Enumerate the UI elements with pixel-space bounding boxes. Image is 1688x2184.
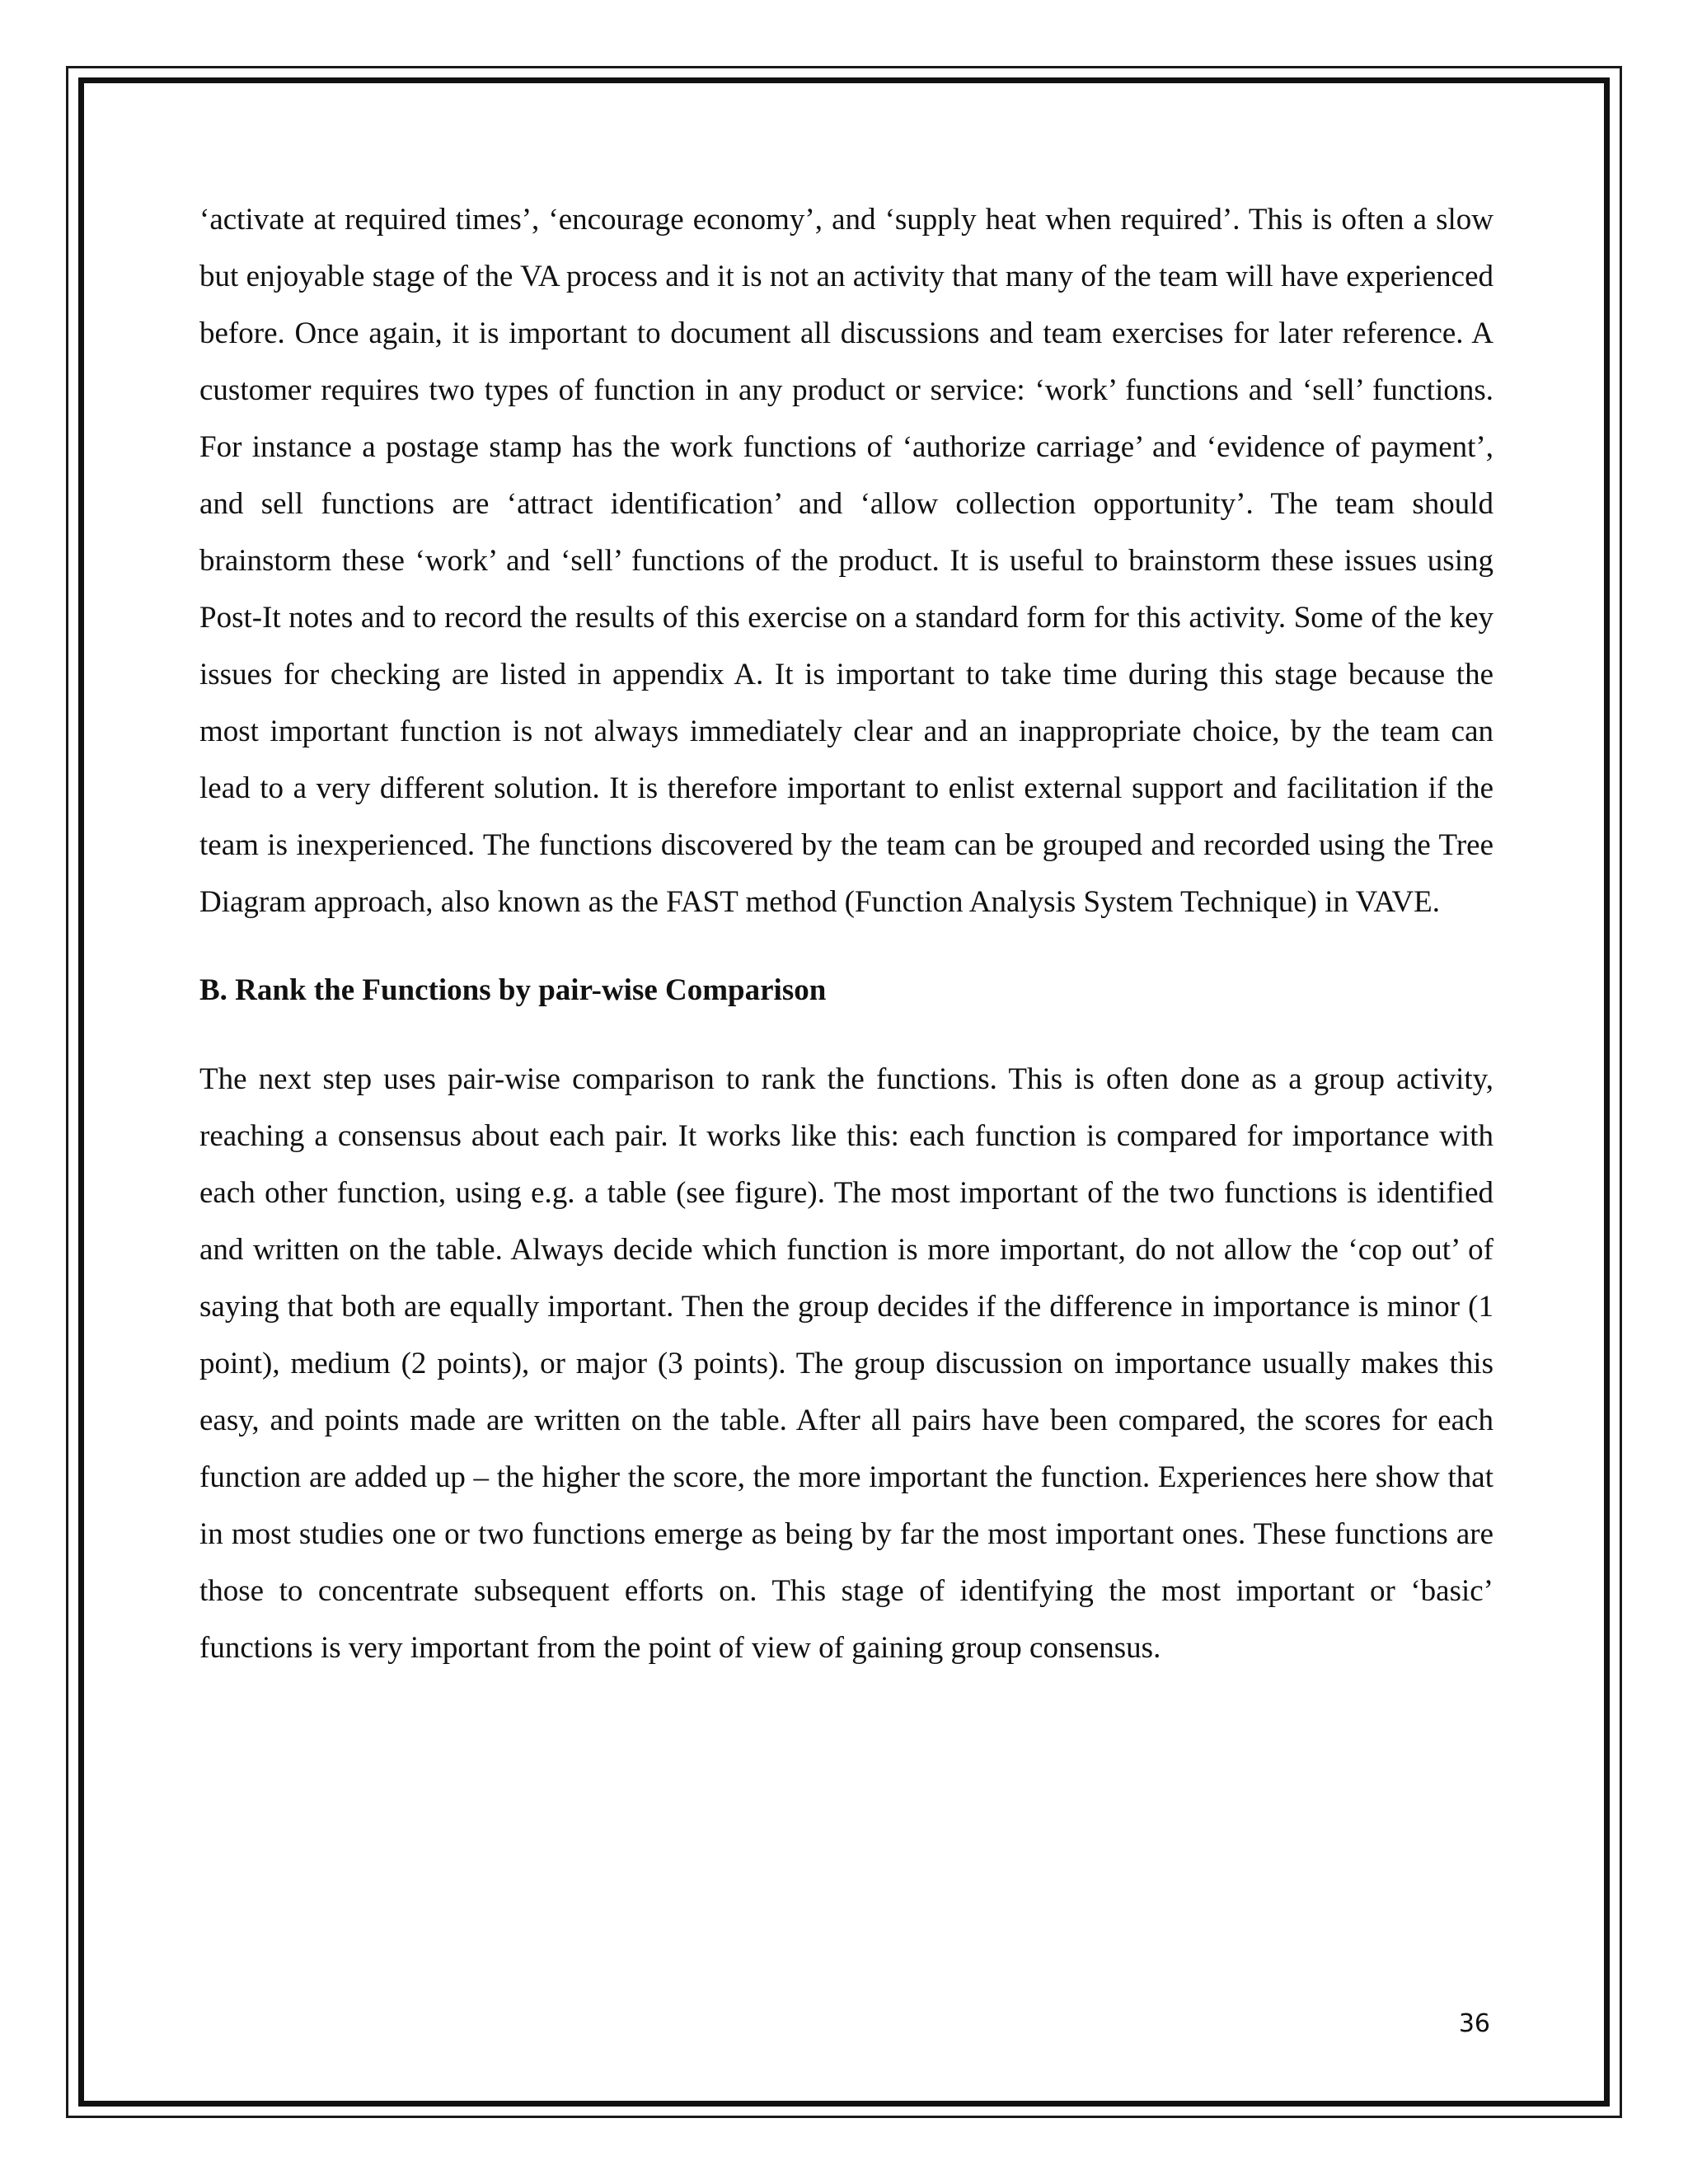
- body-paragraph-functions: ‘activate at required times’, ‘encourage economy’, and ‘supply heat when required’. This is often a slow but enjoyable stage of the VA process and it is not an activity that many of the team will have experienced before. Once again, it is important to document all discussions and team exercises for later reference. A customer requires two types of function in any product or service: ‘work’ functions and ‘sell’ functions. For instance a postage stamp has the work functions of ‘authorize carriage’ and ‘evidence of payment’, and sell functions are ‘attract identification’ and ‘allow collection opportunity’. The team should brainstorm these ‘work’ and ‘sell’ functions of the product. It is useful to brainstorm these issues using Post-It notes and to record the results of this exercise on a standard form for this activity. Some of the key issues for checking are listed in appendix A. It is important to take time during this stage because the most important function is not always immediately clear and an inappropriate choice, by the team can lead to a very different solution. It is therefore important to enlist external support and facilitation if the team is inexperienced. The functions discovered by the team can be grouped and recorded using the Tree Diagram approach, also known as the FAST method (Function Analysis System Technique) in VAVE.: [199, 203, 1493, 919]
- page-number: 36: [1458, 2009, 1490, 2038]
- page-content: [199, 191, 1493, 1676]
- section-heading: B. Rank the Functions by pair-wise Comparison: [199, 973, 827, 1007]
- body-paragraph-pairwise: The next step uses pair-wise comparison to rank the functions. This is often done as a group activity, reaching a consensus about each pair. It works like this: each function is compared for importance with each other function, using e.g. a table (see figure). The most important of the two functions is identified and written on the table. Always decide which function is more important, do not allow the ‘cop out’ of saying that both are equally important. Then the group decides if the difference in importance is minor (1 point), medium (2 points), or major (3 points). The group discussion on importance usually makes this easy, and points made are written on the table. After all pairs have been compared, the scores for each function are added up – the higher the score, the more important the function. Experiences here show that in most studies one or two functions emerge as being by far the most important ones. These functions are those to concentrate subsequent efforts on. This stage of identifying the most important or ‘basic’ functions is very important from the point of view of gaining group consensus.: [199, 1062, 1493, 1665]
